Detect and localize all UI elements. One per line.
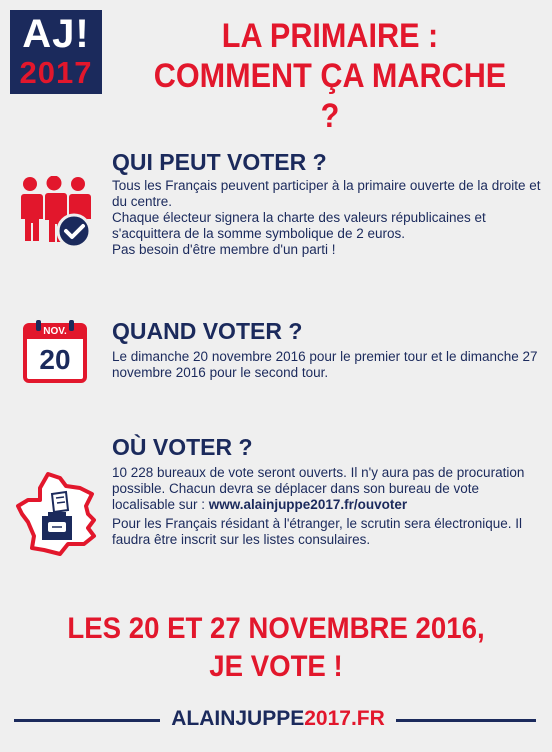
section-where-heading: OÙ VOTER ? [112, 434, 253, 460]
title-line2: COMMENT ÇA MARCHE ? [153, 57, 507, 135]
section-when-para-1: Le dimanche 20 novembre 2016 pour le premier tour et le dimanche 27 novembre 2016 pour le second tour. [112, 349, 538, 380]
footer-site-link[interactable] [160, 706, 396, 732]
footer-site-part2: 2017.FR [304, 707, 385, 730]
footer [0, 704, 552, 734]
calendar-month: NOV. [43, 326, 67, 337]
section-where [112, 434, 542, 548]
footer-site-part1: ALAINJUPPE [171, 707, 305, 730]
page-title [150, 16, 510, 136]
aj2017-logo [10, 10, 102, 94]
slogan [22, 610, 530, 686]
people-check-icon [16, 176, 96, 248]
calendar-icon [22, 320, 88, 384]
vote-location-link[interactable]: www.alainjuppe2017.fr/ouvoter [208, 497, 408, 512]
section-where-para-2: Pour les Français résidant à l'étranger, le scrutin sera électronique. Il faudra être inscrit sur les listes consulaires. [112, 516, 523, 547]
france-ballot-box-icon [14, 470, 104, 560]
section-who-para-1: Tous les Français peuvent participer à la primaire ouverte de la droite et du centre. [112, 178, 541, 209]
logo-line1: AJ! [22, 12, 90, 56]
section-where-para-1-text: 10 228 bureaux de vote seront ouverts. Il n'y aura pas de procuration possible. Chacun devra se déplacer dans son bureau de vote localisable sur : [112, 465, 525, 512]
footer-divider-right [396, 719, 536, 722]
section-when-heading: QUAND VOTER ? [112, 318, 303, 344]
section-who [112, 149, 542, 258]
logo-line2: 2017 [19, 55, 93, 90]
section-where-para-1 [112, 465, 542, 513]
section-who-para-2: Chaque électeur signera la charte des valeurs républicaines et s'acquittera de la somme symbolique de 2 euros. [112, 210, 486, 241]
section-when [112, 318, 542, 381]
calendar-day: 20 [39, 344, 71, 375]
footer-divider-left [14, 719, 160, 722]
title-line1: LA PRIMAIRE : [221, 17, 439, 55]
section-who-para-3: Pas besoin d'être membre d'un parti ! [112, 242, 336, 257]
section-who-heading: QUI PEUT VOTER ? [112, 149, 327, 175]
slogan-line2: JE VOTE ! [209, 650, 343, 683]
slogan-line1: LES 20 ET 27 NOVEMBRE 2016, [67, 612, 485, 645]
